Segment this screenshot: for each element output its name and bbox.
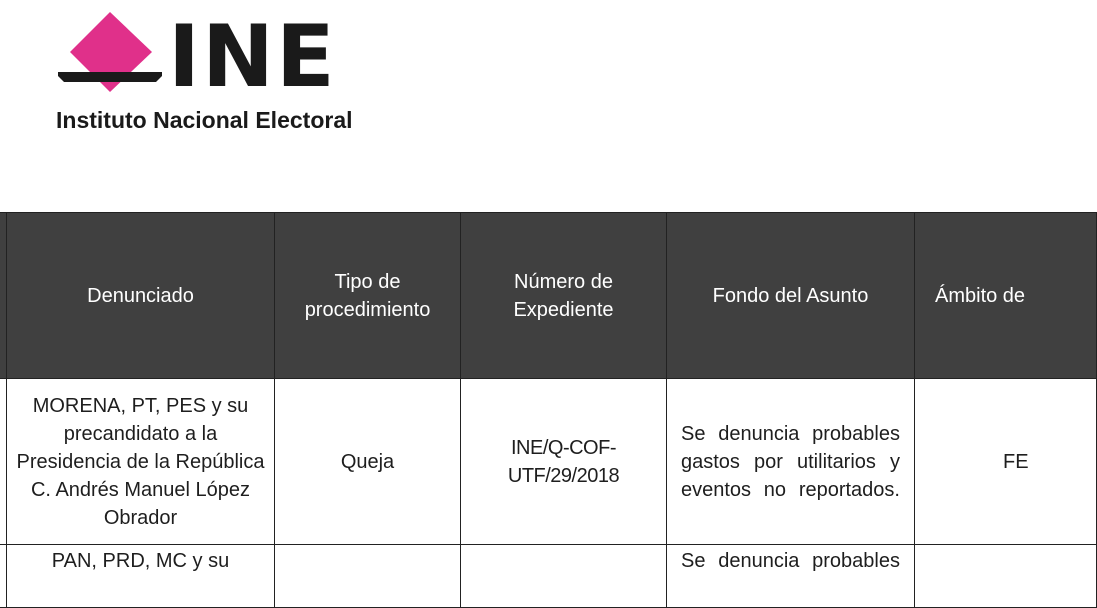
header-ambito: Ámbito de — [915, 213, 1097, 379]
header-fondo: Fondo del Asunto — [667, 213, 915, 379]
ballot-box-icon — [56, 10, 166, 100]
logo-subtitle: Instituto Nacional Electoral — [56, 107, 353, 133]
header-tipo: Tipo de procedimiento — [275, 213, 461, 379]
header-expediente: Número de Expediente — [461, 213, 667, 379]
complaints-table — [0, 212, 1097, 608]
cell-ambito — [915, 545, 1097, 608]
cell-tipo — [275, 545, 461, 608]
table-row — [0, 545, 1097, 608]
cell-ambito: FE — [915, 379, 1097, 545]
table-row — [0, 379, 1097, 545]
cell-denunciado: MORENA, PT, PES y su precandidato a la Presidencia de la República C. Andrés Manuel López Obrador — [7, 379, 275, 545]
cell-expediente: INE/Q-COF-UTF/29/2018 — [461, 379, 667, 545]
ine-logo — [56, 7, 396, 140]
cell-expediente — [461, 545, 667, 608]
logo-wordmark: INE — [168, 7, 337, 107]
cell-denunciado: PAN, PRD, MC y su — [7, 545, 275, 608]
cell-fondo: Se denuncia probables gastos por utilitarios y eventos no reportados. — [667, 379, 915, 545]
cell-tipo: Queja — [275, 379, 461, 545]
cell-fondo: Se denuncia probables — [667, 545, 915, 608]
header-denunciado: Denunciado — [7, 213, 275, 379]
table-header-row — [0, 213, 1097, 379]
